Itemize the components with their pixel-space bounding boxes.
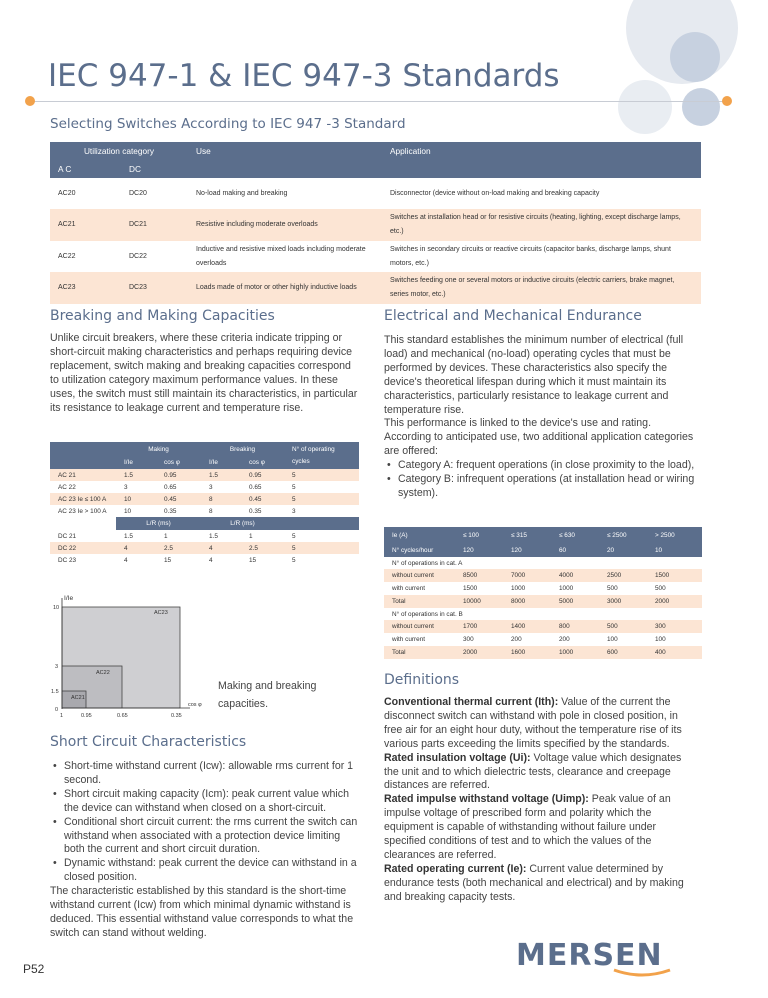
definition-term: Rated operating current (Ie): [384,862,527,875]
cell: 800 [559,623,570,630]
definition-item [384,752,698,794]
endurance-body [384,334,700,501]
region-label-ac21: AC21 [71,695,85,701]
endurance-p2: This performance is linked to the device's use and rating. According to anticipated use, two additional application categories are offered: [384,417,694,458]
decor-bubble-medium [670,32,720,82]
definition-text: Voltage value which designates the unit and to which dielectric tests, clearance and creepage distances are referred. [384,751,682,792]
definition-term: Conventional thermal current (Ith): [384,696,559,708]
cell: 1000 [559,585,574,592]
decor-bubble-mid [682,88,720,126]
x-tick: 0.35 [171,713,182,719]
col-header-dc: DC [129,163,141,174]
cell: 1.5 [124,471,133,479]
col-header: N° cycles/hour [392,546,434,554]
definition-text: Peak value of an impulse voltage of prescribed form and polarity which the equipment is capable of withstanding without failure under specified conditions of test and to which the values of the clearances are referred. [384,793,671,861]
y-tick: 1.5 [51,689,59,695]
cell: DC 21 [58,532,77,540]
col-header-ac: A C [58,163,72,174]
endurance-table [384,527,702,659]
cell: 4 [124,544,128,552]
cell: 0.65 [249,483,262,491]
table-row [50,469,359,481]
category-b-label: N° of operations in cat. B [392,610,463,618]
section-subtitle: Selecting Switches According to IEC 947 -3 Standard [50,116,406,132]
table-row [50,272,701,304]
rule-dot-right [722,96,732,106]
cell: 10000 [463,598,481,605]
definitions-body [384,696,698,905]
col-header: ≤ 100 [463,531,479,539]
cell-application: Switches in secondary circuits or reactive circuits (capacitor banks, discharge lamps, shunt motors, etc.) [390,245,671,267]
definitions-heading: Definitions [384,672,460,688]
col-header-i-ie: I/Ie [124,459,133,466]
table-row [50,209,701,241]
page-title: IEC 947-1 & IEC 947-3 Standards [48,58,560,94]
cell: 3 [209,483,213,491]
cell: 200 [559,636,570,643]
cell: Total [392,649,406,656]
cell: 1000 [559,649,574,656]
table-row [50,178,701,209]
endurance-heading: Electrical and Mechanical Endurance [384,308,642,324]
col-header: Ie (A) [392,531,408,539]
y-tick: 10 [53,605,60,611]
short-circuit-text: The characteristic established by this standard is the short-time withstand current (Icw) from which minimal dynamic withstand is deduced. This essential withstand value corresponds to what the switch can stand without welding. [50,885,354,939]
decor-bubble-small [618,80,672,134]
table-row [50,530,359,542]
cell: 0.95 [164,471,177,479]
breaking-heading: Breaking and Making Capacities [50,308,275,324]
cell: 300 [655,623,666,630]
col-header: 20 [607,546,615,554]
cell: 500 [655,585,666,592]
table-row [50,493,359,505]
list-item: • Category A: frequent operations (in close proximity to the load), [384,459,700,473]
cell: 0.95 [249,471,262,479]
table-row [50,481,359,493]
cell: DC 22 [58,544,77,552]
cell: 600 [607,649,618,656]
col-header-lr: L/R (ms) [201,517,284,530]
cell: DC 23 [58,556,77,564]
logo-swoosh-icon [612,968,672,978]
cell: 1500 [463,585,478,592]
table-row [384,582,702,595]
category-a-label: N° of operations in cat. A [392,559,463,567]
cell: 3 [292,507,296,515]
cell: without current [392,623,434,630]
table-row [384,569,702,582]
cell: 1.5 [209,471,218,479]
utilization-table [50,142,701,304]
table-row [384,595,702,608]
rule-dot-left [25,96,35,106]
cell-dc: DC23 [129,284,147,291]
cell-use: Inductive and resistive mixed loads including moderate overloads [196,245,366,267]
y-axis-label: I/Ie [64,595,74,602]
cell-dc: DC22 [129,252,147,260]
definition-text: Current value determined by endurance tests (both mechanical and electrical) and by making and breaking capacity tests. [384,862,684,903]
capacities-table [50,442,359,566]
col-header: > 2500 [655,531,675,539]
cell: 5 [292,544,296,552]
col-header-i-ie: I/Ie [209,459,218,466]
cell-ac: AC23 [58,284,76,291]
table-row [384,633,702,646]
table-row [50,542,359,554]
cell: 5 [292,483,296,491]
diagram-caption: Making and breaking capacities. [218,680,317,710]
y-tick: 0 [55,707,59,713]
cell: 7000 [511,572,526,579]
making-breaking-diagram [48,592,218,722]
cell: AC 23 Ie > 100 A [58,507,107,515]
x-axis-label: cos φ [188,702,202,708]
cell: 0.65 [164,483,177,491]
region-label-ac22: AC22 [96,670,110,676]
list-item: • Conditional short circuit current: the rms current the switch can withstand when associated with a protection device limiting both the current and short circuit duration. [50,816,360,858]
x-tick: 1 [60,713,64,719]
cell: 3000 [607,598,622,605]
short-circuit-list [50,760,360,885]
cell: with current [392,585,426,592]
definition-text: Value of the current the disconnect switch can withstand with pole in closed position, in free air for an eight hour duty, without the temperature rise of its various parts exceeding the limits specified by the standards. [384,696,682,750]
endurance-list [384,459,700,501]
definition-item [384,793,698,863]
definition-item [384,863,698,905]
x-tick: 0.95 [81,713,92,719]
cell: 4 [209,556,213,564]
cell: 2.5 [249,544,258,552]
cell: with current [392,636,426,643]
cell: 0.45 [249,495,262,503]
title-rule [30,101,730,102]
cell-dc: DC20 [129,190,147,197]
region-label-ac23: AC23 [154,610,168,616]
table-row [384,646,702,659]
cell: 8000 [511,598,526,605]
cell-ac: AC22 [58,252,76,260]
mersen-logo [516,938,706,982]
cell: 15 [164,556,172,564]
logo-wordmark: MERSEN [516,938,663,973]
col-header-lr: L/R (ms) [116,517,201,530]
cell: 2500 [607,572,622,579]
col-header: 60 [559,546,567,554]
cell-use: Resistive including moderate overloads [196,221,318,228]
cell: 200 [511,636,522,643]
cell: 500 [607,623,618,630]
definition-item [384,696,698,752]
list-item: • Short circuit making capacity (Icm): peak current value which the device can withstand when closed on a short-circuit. [50,788,360,816]
col-header-cos: cos φ [249,459,265,466]
cell: without current [392,572,434,579]
table-row [50,505,359,517]
col-header: 120 [463,546,474,554]
cell: 1500 [655,572,670,579]
col-header-cos: cos φ [164,459,180,466]
table-row [384,620,702,633]
cell-ac: AC20 [58,190,76,197]
cell: 300 [463,636,474,643]
col-header-making: Making [148,445,169,453]
cell: 10 [124,495,132,503]
cell: 1600 [511,649,526,656]
cell: AC 23 Ie ≤ 100 A [58,495,107,503]
cell: 100 [655,636,666,643]
cell: 5 [292,471,296,479]
cell: 1 [164,532,168,540]
short-circuit-body [50,760,360,941]
cell-application: Disconnector (device without on-load making and breaking capacity [390,190,600,197]
cell-ac: AC21 [58,221,76,228]
cell: 0.35 [164,507,177,515]
col-header-utilization: Utilization category [83,145,155,156]
cell: AC 22 [58,483,76,491]
cell: 1700 [463,623,478,630]
cell: 0.35 [249,507,262,515]
cell-application: Switches feeding one or several motors or inductive circuits (electric carriers, brake magnet, series motor, etc.) [390,277,675,298]
cell: 100 [607,636,618,643]
col-header: ≤ 315 [511,531,527,539]
definition-term: Rated insulation voltage (Ui): [384,751,531,764]
short-circuit-heading: Short Circuit Characteristics [50,734,247,750]
col-header-application: Application [390,145,431,156]
cell: 5 [292,556,296,564]
cell: 1400 [511,623,526,630]
x-tick: 0.65 [117,713,128,719]
cell: 2.5 [164,544,173,552]
cell-application: Switches at installation head or for resistive circuits (heating, lighting, except discharge lamps, etc.) [390,214,681,235]
table-row [50,554,359,566]
cell: 4 [209,544,213,552]
cell-dc: DC21 [129,221,147,228]
cell: 4 [124,556,128,564]
breaking-text: Unlike circuit breakers, where these criteria indicate tripping or short-circuit making characteristics and perhaps requiring device replacement, switch making and breaking capacities correspond to utilization category maximum performance values. In these uses, the switch must still maintain its characteristics, in particular its resistance to leakage current and temperature rise. [50,332,358,414]
cell: 500 [607,585,618,592]
col-header: ≤ 630 [559,531,575,539]
list-item: • Dynamic withstand: peak current the device can withstand in a closed position. [50,857,360,885]
cell: 5 [292,495,296,503]
cell: 4000 [559,572,574,579]
definition-term: Rated impulse withstand voltage (Uimp): [384,793,589,806]
col-header: 10 [655,546,663,554]
y-tick: 3 [55,664,59,670]
cell: 15 [249,556,257,564]
cell-use: Loads made of motor or other highly inductive loads [196,284,357,291]
cell: 2000 [463,649,478,656]
cell: 1000 [511,585,526,592]
cell: 1.5 [209,532,218,540]
endurance-p1: This standard establishes the minimum number of electrical (full load) and mechanical (no-load) operating cycles that must be performed by devices. These characteristics also specify the device's theoretical lifespan during which it must maintain its characteristics, particularly resistance to leakage current and temperature rise. [384,334,684,416]
list-item: • Category B: infrequent operations (at installation head or wiring system). [384,473,700,501]
cell: 2000 [655,598,670,605]
cell: 8 [209,507,213,515]
cell: 10 [124,507,132,515]
cell-use: No-load making and breaking [196,190,288,197]
cell: AC 21 [58,471,76,479]
cell: 1.5 [124,532,133,540]
cell: 400 [655,649,666,656]
page-number: P52 [23,962,45,976]
cell: 5000 [559,598,574,605]
col-header-use: Use [196,145,211,156]
col-header: ≤ 2500 [607,531,627,539]
list-item: • Short-time withstand current (Icw): allowable rms current for 1 second. [50,760,360,788]
col-header-breaking: Breaking [229,445,256,453]
cell: 8 [209,495,213,503]
table-row [50,241,701,272]
cell: 8500 [463,572,478,579]
cell: 5 [292,532,296,540]
cell: 0.45 [164,495,177,503]
cell: 1 [249,532,253,540]
col-header: 120 [511,546,522,554]
cell: 3 [124,483,128,491]
cell: Total [392,598,406,605]
col-header-cycles: N° of operating cycles [292,445,335,465]
